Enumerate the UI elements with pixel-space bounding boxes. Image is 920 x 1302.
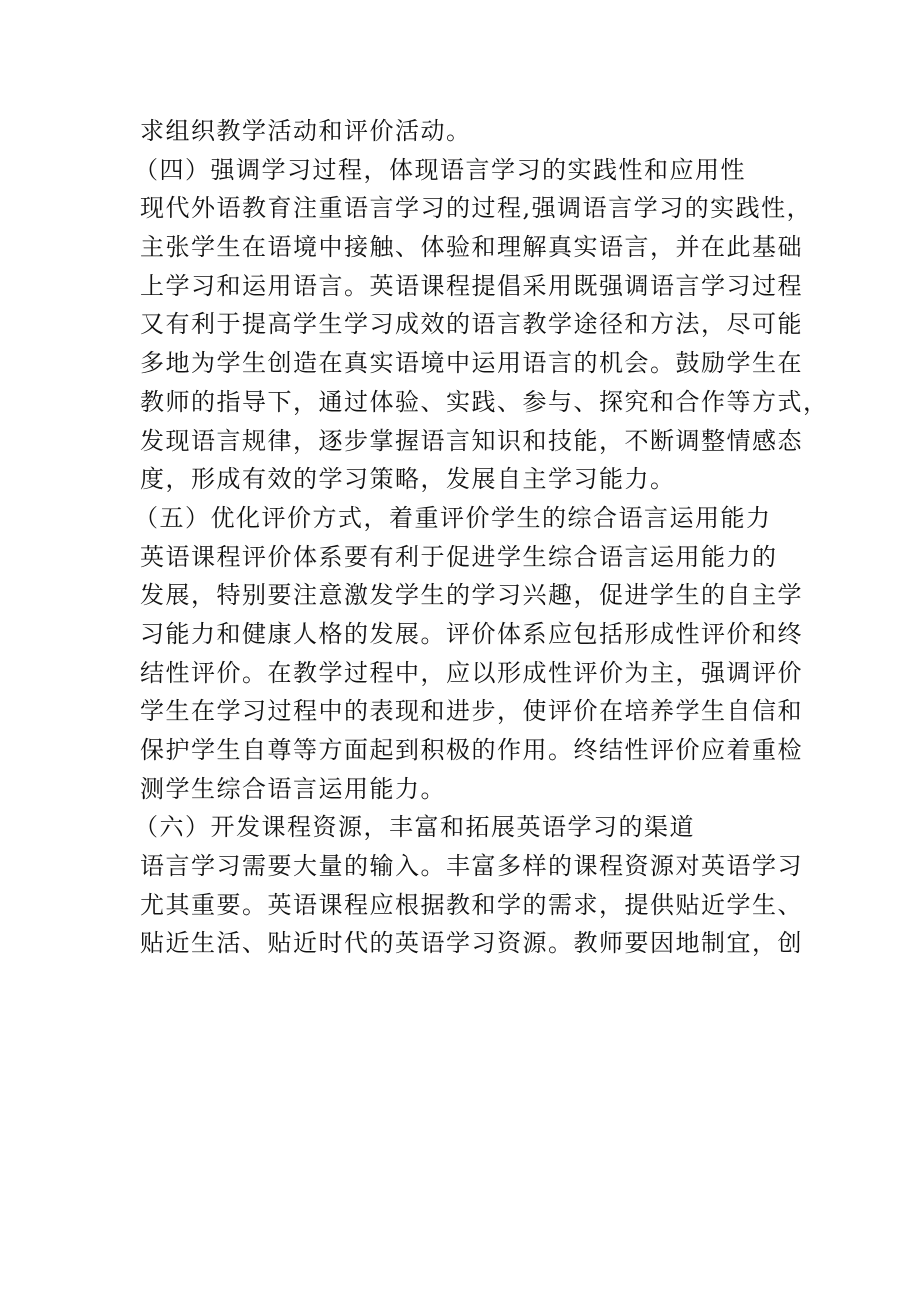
body-text-line: 现代外语教育注重语言学习的过程,强调语言学习的实践性， [140, 194, 813, 223]
body-text-line: 习能力和健康人格的发展。评价体系应包括形成性评价和终 [140, 619, 803, 648]
body-text-line: 度，形成有效的学习策略，发展自主学习能力。 [140, 465, 676, 494]
body-text-line: 语言学习需要大量的输入。丰富多样的课程资源对英语学习 [140, 852, 803, 881]
body-text-line: 尤其重要。英语课程应根据教和学的需求，提供贴近学生、 [140, 890, 803, 919]
body-text-line: 上学习和运用语言。英语课程提倡采用既强调语言学习过程 [140, 271, 803, 300]
section-heading-6: （六）开发课程资源，丰富和拓展英语学习的渠道 [134, 813, 695, 842]
body-text-line: 教师的指导下，通过体验、实践、参与、探究和合作等方式， [140, 387, 829, 416]
body-text-line: 测学生综合语言运用能力。 [140, 774, 446, 803]
document-page [134, 112, 829, 963]
body-text-line: 学生在学习过程中的表现和进步，使评价在培养学生自信和 [140, 697, 803, 726]
body-text-line: 保护学生自尊等方面起到积极的作用。终结性评价应着重检 [140, 736, 803, 764]
body-text-line: 发展，特别要注意激发学生的学习兴趣，促进学生的自主学 [140, 581, 803, 610]
body-text-line: 多地为学生创造在真实语境中运用语言的机会。鼓励学生在 [140, 349, 803, 378]
body-text-line: 英语课程评价体系要有利于促进学生综合语言运用能力的 [140, 542, 778, 571]
body-text-line: 主张学生在语境中接触、体验和理解真实语言，并在此基础 [140, 233, 803, 262]
section-heading-5: （五）优化评价方式，着重评价学生的综合语言运用能力 [134, 503, 772, 532]
body-text-line: 结性评价。在教学过程中，应以形成性评价为主，强调评价 [140, 658, 803, 687]
body-text-line: 又有利于提高学生学习成效的语言教学途径和方法，尽可能 [140, 310, 803, 339]
section-heading-4: （四）强调学习过程，体现语言学习的实践性和应用性 [134, 155, 746, 184]
body-text-line: 发现语言规律，逐步掌握语言知识和技能，不断调整情感态 [140, 426, 803, 455]
body-text-line: 贴近生活、贴近时代的英语学习资源。教师要因地制宜，创 [140, 929, 803, 958]
body-text-line: 求组织教学活动和评价活动。 [140, 117, 472, 145]
